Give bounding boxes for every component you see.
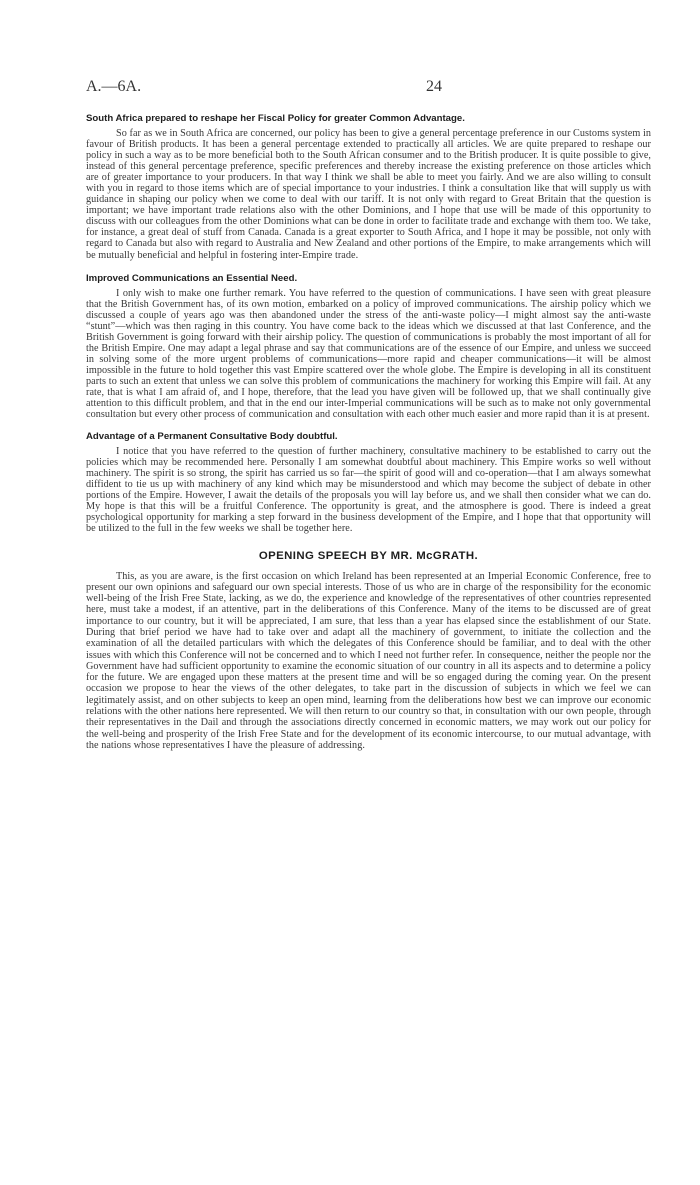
document-body <box>86 112 651 751</box>
speech-mcgrath <box>86 549 651 752</box>
section-paragraph: I notice that you have referred to the question of further machinery, consultative machinery to be established to carry out the policies which may be recommended here. Personally I am somewhat doubtful about machinery. This Empire works so well without machinery. The spirit is so strong, the spirit has carried us so far—the spirit of good will and co-operation—that I am always somewhat diffident to tie us up with machinery of any kind which may be misunderstood and which may become the subject of debate in other portions of the Empire. However, I await the details of the proposals you will lay before us, and we shall then consider what we can do. My hope is that this will be a fruitful Conference. The opportunity is great, and the atmosphere is good. There is indeed a great psychological opportunity for marking a step forward in the business development of the Empire, and I hope that that opportunity will be utilized to the full in the few weeks we shall be together here. <box>86 446 651 535</box>
section-paragraph: I only wish to make one further remark. You have referred to the question of communications. I have seen with great pleasure that the British Government has, of its own motion, embarked on a policy of improved communications. The airship policy which we discussed a couple of years ago was then abandoned under the stress of the anti-waste policy—I might almost say the anti-waste “stunt”—which was then raging in this country. You have come back to the ideas which we discussed at that last Conference, and the British Government is going forward with their airship policy. The question of communications is probably the most important of all for the British Empire. One may adapt a legal phrase and say that communications are of the essence of our Empire, and unless we succeed in solving some of the more urgent problems of communications—more rapid and cheaper communications—it will be almost impossible in the future to hold together this vast Empire scattered over the whole globe. The Empire is developing in all its constituent parts to such an extent that unless we can solve this problem of communications the machinery for working this Empire will fail. At any rate, that is what I am afraid of, and I hope, therefore, that the lead you have given will be followed up, that we shall continually give attention to this difficult problem, and that in the end our inter-Imperial communications will be such as to make not only governmental consultation but every other process of communication and consultation with each other much easier and more rapid than it is at present. <box>86 287 651 421</box>
section-heading: Improved Communications an Essential Need. <box>86 272 298 284</box>
section-consultative-body <box>86 430 651 534</box>
document-reference: A.—6A. <box>86 78 142 95</box>
section-heading: Advantage of a Permanent Consultative Body doubtful. <box>86 431 338 443</box>
page-header <box>86 78 640 98</box>
speech-title: OPENING SPEECH BY MR. McGRATH. <box>258 549 479 562</box>
section-paragraph: So far as we in South Africa are concerned, our policy has been to give a general percentage preference in our Customs system in favour of British products. It has been a general percentage extended to practically all articles. We are quite prepared to reshape our policy in such a way as to be more beneficial both to the South African consumer and to the British producer. It is quite possible to give, instead of this general percentage preference, specific preferences and thereby increase the existing preference on those articles which are of greater importance to your producers. In that way I think we shall be able to meet you fairly. And we are also willing to consult with you in regard to those items which are of special importance to your industries. I think a consultation like that will supply us with guidance in shaping our policy when we come to deal with our tariff. It is not only with regard to Great Britain that the question is important; we have important trade relations also with the other Dominions, and I hope that use will be made of this opportunity to discuss with our colleagues from the other Dominions what can be done in order to facilitate trade and exchange with them too. We take, for instance, a great deal of stuff from Canada. Canada is a great exporter to South Africa, and I hope it may be possible, not only with regard to Canada but also with regard to Australia and New Zealand and other portions of the Empire, to make arrangements which will be mutually beneficial and helpful in fostering inter-Empire trade. <box>86 128 651 261</box>
section-south-africa-fiscal-policy <box>86 112 651 261</box>
speech-paragraph: This, as you are aware, is the first occasion on which Ireland has been represented at an Imperial Economic Conference, free to present our own opinions and safeguard our own special interests. Those of us who are in charge of the responsibility for the economic well-being of the Irish Free State, lacking, as we do, the experience and knowledge of the representatives of other countries represented here, must take a modest, if an attentive, part in the deliberations of this Conference. Many of the items to be discussed are of great importance to our country, but it will be appreciated, I am sure, that less than a year has elapsed since the establishment of our State. During that brief period we have had to take over and adapt all the machinery of government, to initiate the collection and the examination of all the detailed particulars with which the delegates of this Conference should be familiar, and to deal with the other issues with which this Conference will not be concerned and to which I need not further refer. In consequence, neither the people nor the Government have had sufficient opportunity to examine the economic situation of our country in all its aspects and to determine a policy for the future. We are engaged upon these matters at the present time and will be so engaged during the coming year. On the present occasion we propose to hear the views of the other delegates, to take part in the discussion of subjects in which we feel we can legitimately assist, and on other subjects to keep an open mind, learning from the deliberations how best we can improve our economic relations with the other nations here represented. We will then return to our country so that, in consultation with our own people, through their representatives in the Dail and through the associations directly concerned in economic matters, we may work out our policy for the well-being and prosperity of the Irish Free State and for the development of its economic intercourse, to our mutual advantage, with the nations whose representatives I have the pleasure of addressing. <box>86 570 651 751</box>
section-heading: South Africa prepared to reshape her Fiscal Policy for greater Common Advantage. <box>86 113 465 124</box>
section-improved-communications <box>86 272 651 421</box>
page-number: 24 <box>426 78 442 95</box>
